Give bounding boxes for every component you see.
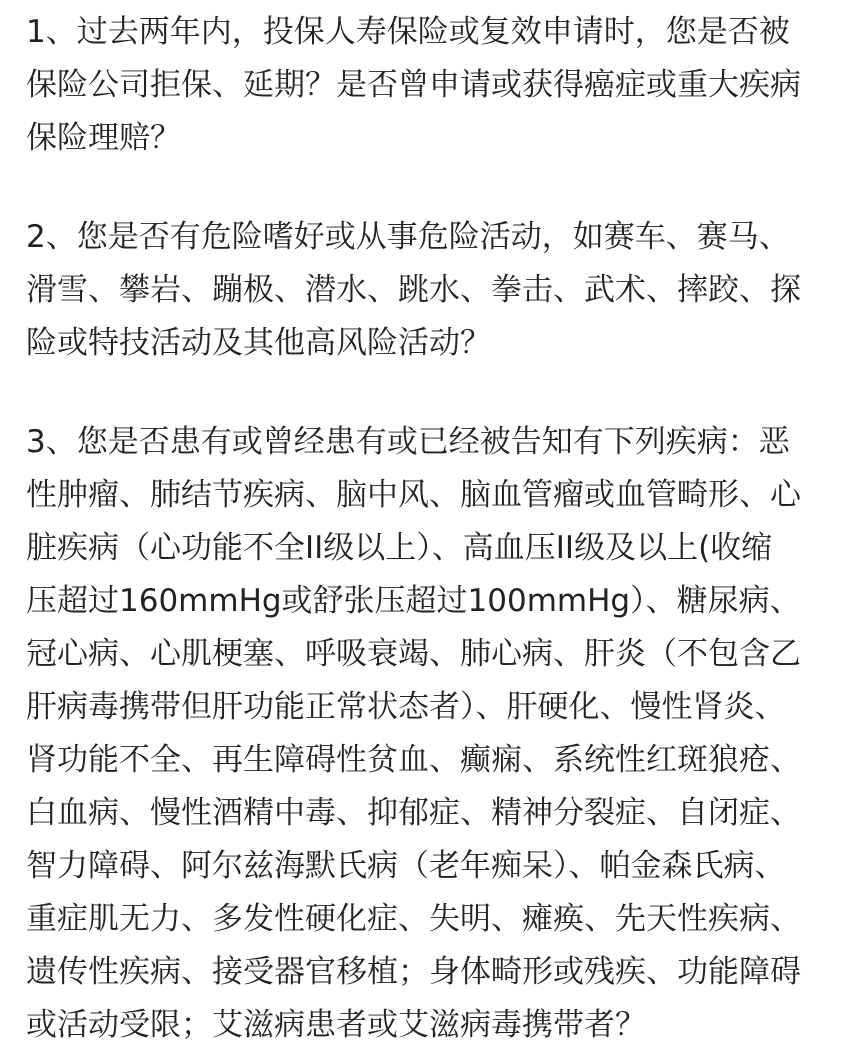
paragraph-spacer <box>26 165 846 211</box>
question-3-line: 压超过160mmHg或舒张压超过100mmHg）、糖尿病、 <box>26 583 801 619</box>
question-3-line: 遗传性疾病、接受器官移植；身体畸形或残疾、功能障碍 <box>26 954 801 990</box>
question-3-line: 脏疾病（心功能不全II级以上）、高血压II级及以上(收缩 <box>26 530 773 566</box>
question-3-line: 智力障碍、阿尔兹海默氏病（老年痴呆）、帕金森氏病、 <box>26 848 786 884</box>
question-1-line: 1、过去两年内，投保人寿保险或复效申请时，您是否被 <box>26 14 790 50</box>
question-3-line: 肾功能不全、再生障碍性贫血、癫痫、系统性红斑狼疮、 <box>26 742 801 778</box>
question-2 <box>26 211 846 370</box>
question-3-line: 3、您是否患有或曾经患有或已经被告知有下列疾病：恶 <box>26 424 790 460</box>
question-3-line: 性肿瘤、肺结节疾病、脑中风、脑血管瘤或血管畸形、心 <box>26 477 801 513</box>
question-3-line: 肝病毒携带但肝功能正常状态者）、肝硬化、慢性肾炎、 <box>26 689 786 725</box>
question-1 <box>26 6 846 165</box>
paragraph-spacer <box>26 370 846 416</box>
question-2-line: 2、您是否有危险嗜好或从事危险活动，如赛车、赛马、 <box>26 219 790 255</box>
question-3-line: 或活动受限；艾滋病患者或艾滋病毒携带者？ <box>26 1007 646 1043</box>
question-1-line: 保险公司拒保、延期？是否曾申请或获得癌症或重大疾病 <box>26 67 801 103</box>
question-2-line: 险或特技活动及其他高风险活动？ <box>26 325 491 361</box>
questionnaire-text <box>26 6 846 1052</box>
question-3-line: 冠心病、心肌梗塞、呼吸衰竭、肺心病、肝炎（不包含乙 <box>26 636 801 672</box>
question-3 <box>26 416 846 1052</box>
question-2-line: 滑雪、攀岩、蹦极、潜水、跳水、拳击、武术、摔跤、探 <box>26 272 801 308</box>
question-3-line: 重症肌无力、多发性硬化症、失明、瘫痪、先天性疾病、 <box>26 901 801 937</box>
question-1-line: 保险理赔？ <box>26 120 181 156</box>
question-3-line: 白血病、慢性酒精中毒、抑郁症、精神分裂症、自闭症、 <box>26 795 801 831</box>
